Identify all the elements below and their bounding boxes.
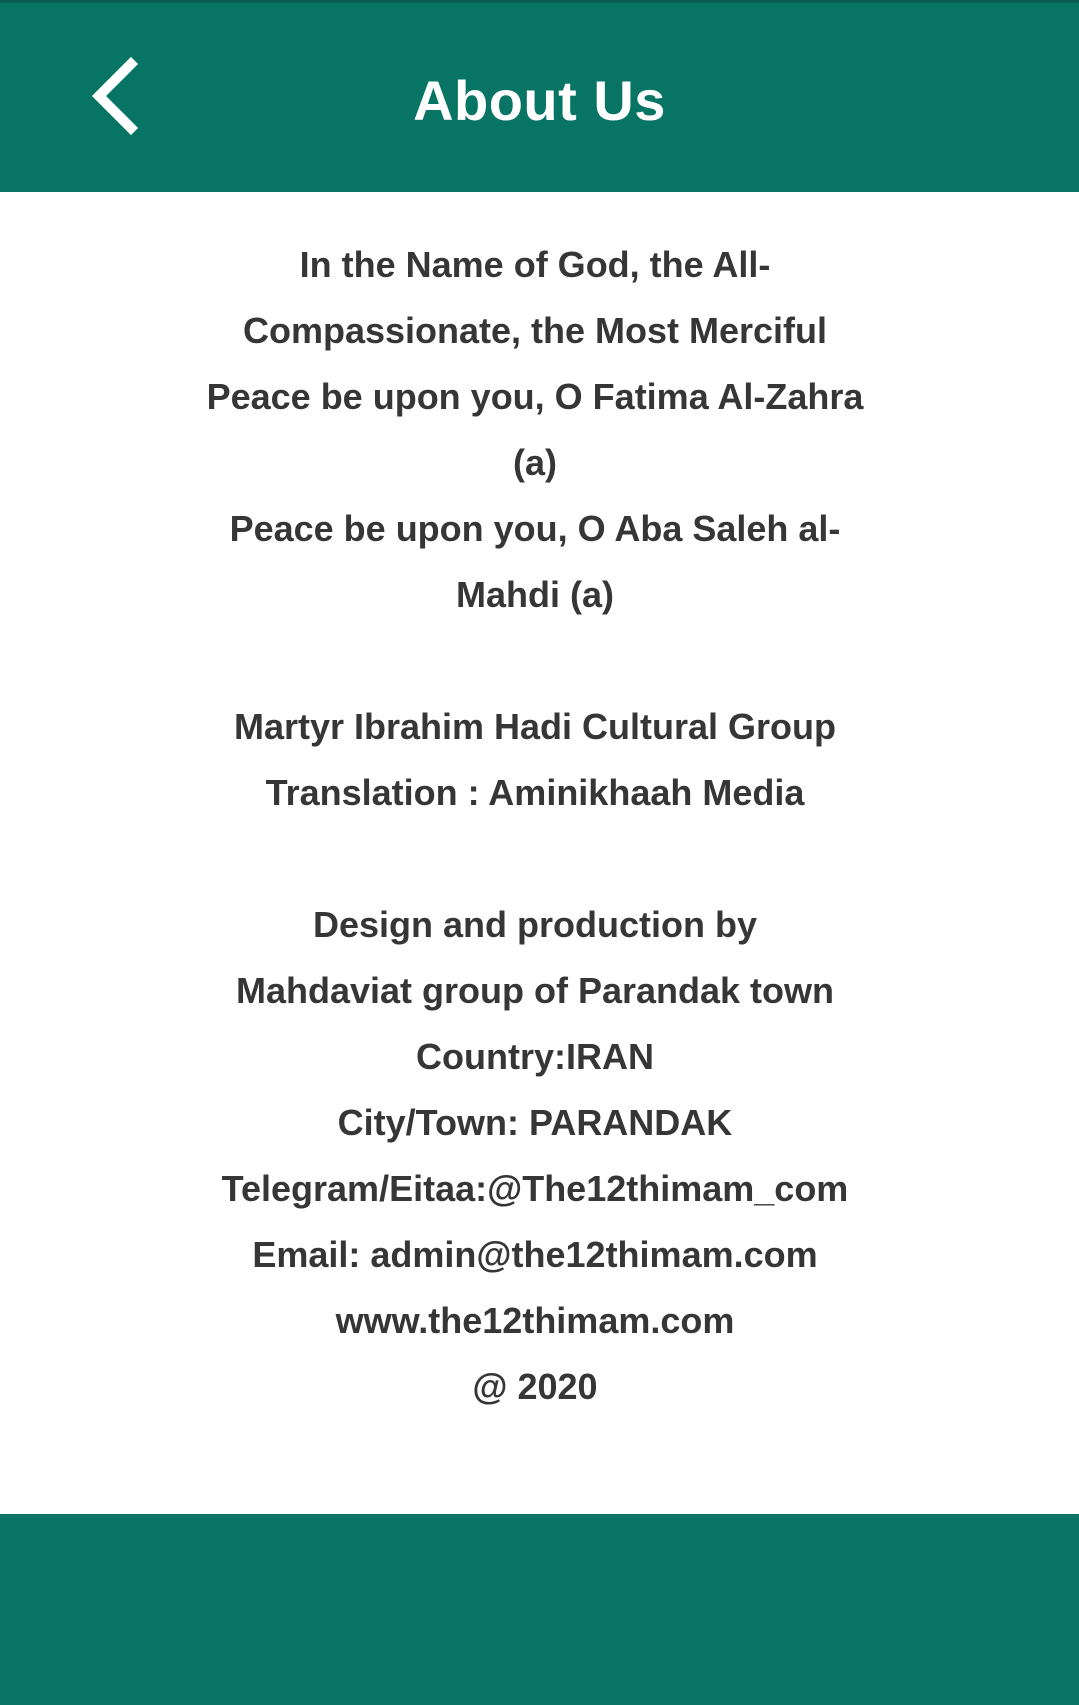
design-by-text: Design and production by	[312, 904, 757, 945]
status-divider	[0, 0, 1079, 3]
greeting-fatima-text: Peace be upon you, O Fatima Al-Zahra (a)	[206, 376, 864, 483]
blessing-text: In the Name of God, the All-Compassionate, the Most Merciful	[242, 244, 828, 351]
app-bar	[0, 0, 1079, 192]
production-group-text: Mahdaviat group of Parandak town	[235, 970, 835, 1011]
about-content	[195, 232, 875, 1420]
city-text: City/Town: PARANDAK	[337, 1102, 733, 1143]
translation-text: Translation : Aminikhaah Media	[265, 772, 805, 813]
copyright-text: @ 2020	[472, 1366, 598, 1407]
spacer	[195, 628, 875, 694]
website-text: www.the12thimam.com	[335, 1300, 735, 1341]
country-text: Country:IRAN	[416, 1036, 654, 1077]
messaging-text: Telegram/Eitaa:@The12thimam_com	[221, 1168, 849, 1209]
group-name-text: Martyr Ibrahim Hadi Cultural Group	[233, 706, 837, 747]
page-title: About Us	[413, 69, 666, 132]
bottom-bar	[0, 1514, 1079, 1705]
email-text: Email: admin@the12thimam.com	[252, 1234, 818, 1275]
spacer	[195, 826, 875, 892]
greeting-mahdi-text: Peace be upon you, O Aba Saleh al-Mahdi (a)	[229, 508, 841, 615]
